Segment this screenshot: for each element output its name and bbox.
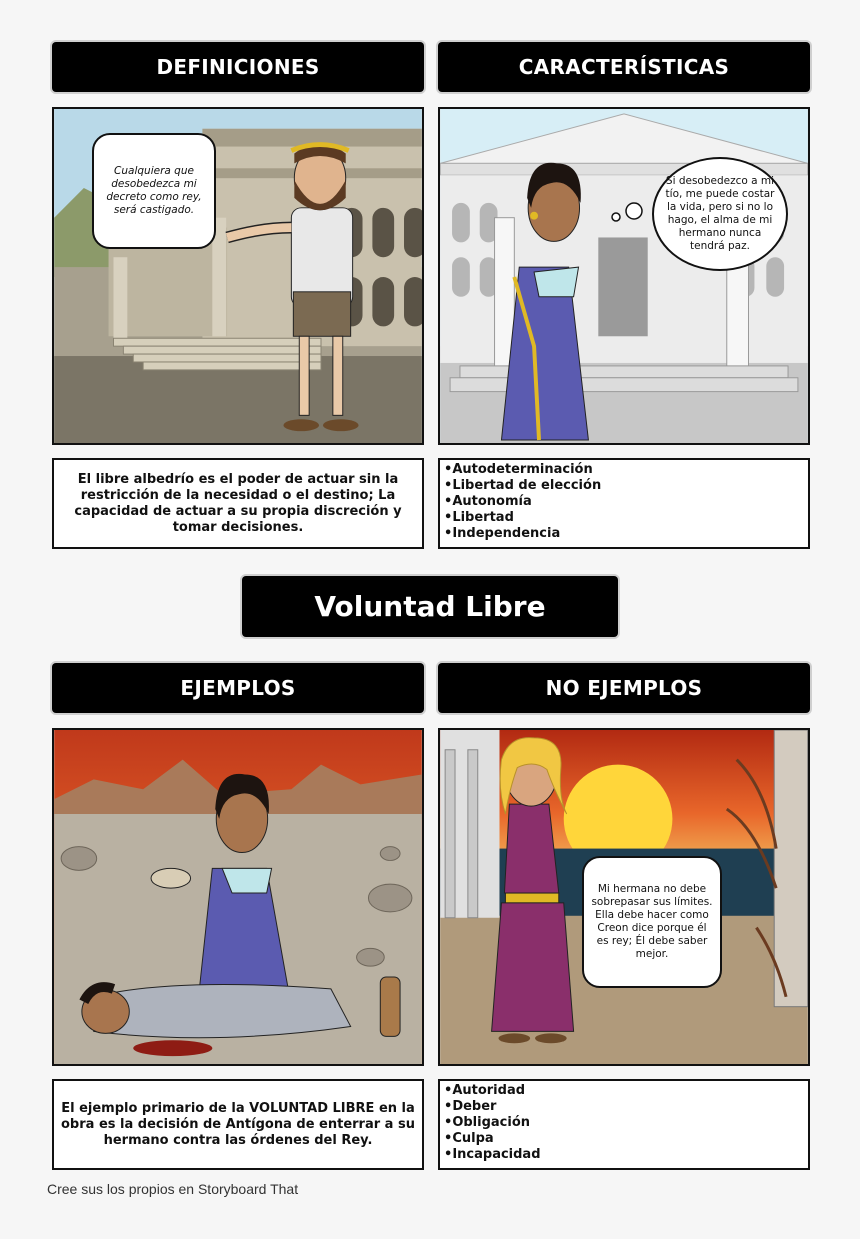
caracteristica-item: • Autonomía	[444, 494, 808, 510]
no-ejemplo-item: • Culpa	[444, 1131, 808, 1147]
caracteristica-item: • Libertad	[444, 510, 808, 526]
no-ejemplos-list	[440, 1081, 808, 1163]
caracteristica-item: • Libertad de elección	[444, 478, 808, 494]
page-title	[242, 576, 618, 637]
page-title-text: Voluntad Libre	[314, 590, 546, 623]
header-definiciones	[52, 42, 424, 92]
header-ejemplos-label: EJEMPLOS	[180, 676, 296, 700]
header-ejemplos	[52, 663, 424, 713]
no-ejemplos-list-box	[438, 1079, 810, 1170]
header-caracteristicas	[438, 42, 810, 92]
antigone-temple-illustration	[440, 109, 808, 443]
creon-speech-bubble	[92, 133, 216, 249]
no-ejemplo-item: • Incapacidad	[444, 1147, 808, 1163]
panel-caracteristicas	[438, 107, 810, 445]
footer-credit: Cree sus los propios en Storyboard That	[47, 1181, 299, 1197]
header-caracteristicas-label: CARACTERÍSTICAS	[518, 55, 730, 79]
caracteristicas-list	[440, 460, 808, 542]
antigone-thought-bubble	[652, 157, 788, 271]
ejemplo-text-box	[52, 1079, 424, 1170]
ismene-speech-text: Mi hermana no debe sobrepasar sus límites. Ella debe hacer como Creon dice porque él es rey; Él debe saber mejor.	[591, 883, 713, 960]
definicion-text: El libre albedrío es el poder de actuar sin la restricción de la necesidad o el destino; La capacidad de actuar a su propia discreción y tomar decisiones.	[74, 471, 402, 535]
header-no-ejemplos-label: NO EJEMPLOS	[545, 676, 703, 700]
panel-ejemplos	[52, 728, 424, 1066]
no-ejemplo-item: • Deber	[444, 1099, 808, 1115]
no-ejemplo-item: • Autoridad	[444, 1083, 808, 1099]
ejemplo-text: El ejemplo primario de la VOLUNTAD LIBRE en la obra es la decisión de Antígona de enterrar a su hermano contra las órdenes del Rey.	[61, 1100, 415, 1148]
no-ejemplo-item: • Obligación	[444, 1115, 808, 1131]
antigone-thought-text: Si desobedezco a mi tío, me puede costar la vida, pero si no lo hago, el alma de mi hermano nunca tendrá paz.	[665, 175, 775, 252]
ismene-speech-bubble	[582, 856, 722, 988]
thought-dots-icon	[608, 195, 648, 225]
caracteristica-item: • Autodeterminación	[444, 462, 808, 478]
panel-definiciones	[52, 107, 424, 445]
header-no-ejemplos	[438, 663, 810, 713]
definicion-text-box	[52, 458, 424, 549]
header-definiciones-label: DEFINICIONES	[156, 55, 320, 79]
caracteristicas-list-box	[438, 458, 810, 549]
caracteristica-item: • Independencia	[444, 526, 808, 542]
creon-speech-text: Cualquiera que desobedezca mi decreto como rey, será castigado.	[106, 165, 202, 216]
panel-no-ejemplos	[438, 728, 810, 1066]
burial-scene-illustration	[54, 730, 422, 1064]
